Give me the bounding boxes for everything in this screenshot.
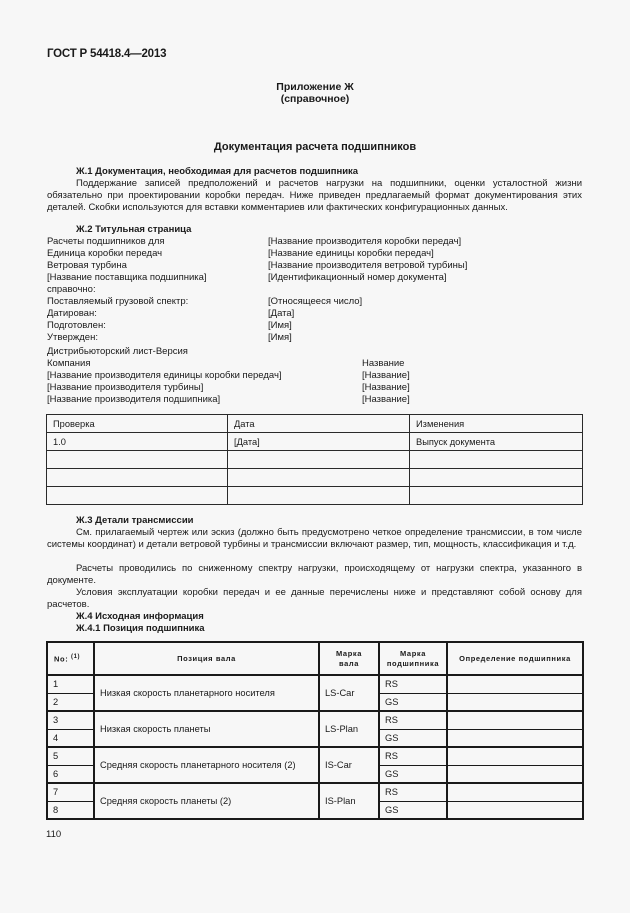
bearing-mark: RS [379, 675, 447, 693]
section-2-heading: Ж.2 Титульная страница [76, 224, 192, 235]
bearing-definition [447, 711, 583, 729]
distribution-company: [Название производителя подшипника] [47, 394, 221, 405]
title-row-value: [Идентификационный номер документа] [268, 272, 447, 283]
title-row-value: [Название единицы коробки передач] [268, 248, 434, 259]
section-3-heading: Ж.3 Детали трансмиссии [76, 515, 194, 526]
row-number: 4 [47, 729, 94, 747]
table-cell [228, 451, 410, 469]
title-row-value: [Относящееся число] [268, 296, 363, 307]
shaft-position: Низкая скорость планетарного носителя [94, 675, 319, 711]
distribution-company: [Название производителя турбины] [47, 382, 204, 393]
title-row-label: Ветровая турбина [47, 260, 127, 271]
table-cell [410, 469, 583, 487]
header-shaft-position: Позиция вала [94, 642, 319, 675]
bearing-position-table [46, 641, 584, 820]
shaft-position: Низкая скорость планеты [94, 711, 319, 747]
table-header-cell: Дата [228, 415, 410, 433]
bearing-mark: GS [379, 729, 447, 747]
document-title: Документация расчета подшипников [213, 141, 417, 153]
bearing-mark: GS [379, 801, 447, 819]
title-row-label: Единица коробки передач [47, 248, 163, 259]
row-number: 3 [47, 711, 94, 729]
bearing-mark: GS [379, 765, 447, 783]
bearing-definition [447, 675, 583, 693]
distribution-company: [Название производителя единицы коробки передач] [47, 370, 282, 381]
bearing-definition [447, 783, 583, 801]
shaft-mark: LS-Car [319, 675, 379, 711]
title-row-value: [Имя] [268, 320, 292, 331]
row-number: 1 [47, 675, 94, 693]
header-bearing-mark-line2: подшипника [386, 658, 440, 668]
table-cell [410, 451, 583, 469]
title-row-label: Расчеты подшипников для [47, 236, 165, 247]
section-3-paragraph [47, 527, 582, 551]
section-4-heading: Ж.4 Исходная информация [76, 611, 204, 622]
table-row [47, 433, 583, 451]
bearing-definition [447, 801, 583, 819]
section-1-text: Поддержание записей предположений и расчетов нагрузки на подшипники, оценки усталостной жизни обязательно при проектировании коробки передач. Ниже приведен предлагаемый формат документирования этих деталей. Скобки используются для вставки комментариев или фактических конфигурационных данных. [47, 178, 582, 214]
header-bearing-definition: Определение подшипника [447, 642, 583, 675]
row-number: 6 [47, 765, 94, 783]
table-row [47, 469, 583, 487]
section-3-paragraph [47, 587, 582, 611]
shaft-mark: LS-Plan [319, 711, 379, 747]
appendix-subtitle: (справочное) [280, 93, 350, 105]
footnote-ref: (1) [70, 654, 81, 661]
table-cell [47, 487, 228, 505]
section-3-paragraph [47, 563, 582, 587]
header-shaft-mark-line1: Марка [335, 648, 363, 658]
table-row [47, 747, 583, 765]
section-3-text: Расчеты проводились по сниженному спектру нагрузки, происходящему от нагрузки спектра, указанного в документе. [47, 563, 582, 587]
distribution-name: [Название] [362, 394, 410, 405]
table-cell: 1.0 [47, 433, 228, 451]
header-no [47, 642, 94, 675]
title-row-value: [Название производителя коробки передач] [268, 236, 462, 247]
table-header-row [47, 642, 583, 675]
row-number: 8 [47, 801, 94, 819]
bearing-definition [447, 747, 583, 765]
table-cell [47, 451, 228, 469]
table-cell: [Дата] [228, 433, 410, 451]
table-cell: Выпуск документа [410, 433, 583, 451]
header-shaft-mark [319, 642, 379, 675]
appendix-title: Приложение Ж [276, 81, 354, 93]
header-bearing-mark-line1: Марка [399, 648, 427, 658]
section-3-text: Условия эксплуатации коробки передач и ее данные перечислены ниже и представляют собой основу для расчетов. [47, 587, 582, 611]
distribution-title: Дистрибьюторский лист-Версия [47, 346, 188, 357]
bearing-mark: RS [379, 747, 447, 765]
title-row-value: [Название производителя ветровой турбины] [268, 260, 468, 271]
distribution-name: [Название] [362, 370, 410, 381]
table-header-cell: Проверка [47, 415, 228, 433]
table-row [47, 783, 583, 801]
distribution-col-company: Компания [47, 358, 91, 369]
title-row-value: [Дата] [268, 308, 295, 319]
bearing-definition [447, 693, 583, 711]
header-shaft-mark-line2: вала [338, 658, 360, 668]
section-3-text: См. прилагаемый чертеж или эскиз (должно быть предусмотрено четкое определение трансмиссии, в том числе системы координат) и детали ветровой турбины и трансмиссии включают размер, тип, мощность, классификация и т.д. [47, 527, 582, 551]
standard-code: ГОСТ Р 54418.4—2013 [47, 48, 167, 60]
row-number: 7 [47, 783, 94, 801]
shaft-mark: IS-Plan [319, 783, 379, 819]
row-number: 2 [47, 693, 94, 711]
section-4-1-heading: Ж.4.1 Позиция подшипника [76, 623, 205, 634]
distribution-name: [Название] [362, 382, 410, 393]
title-row-label: Датирован: [47, 308, 97, 319]
section-1-heading: Ж.1 Документация, необходимая для расчетов подшипника [76, 166, 359, 177]
title-row-label: Подготовлен: [47, 320, 106, 331]
row-number: 5 [47, 747, 94, 765]
table-row [47, 711, 583, 729]
header-bearing-mark [379, 642, 447, 675]
page-number: 110 [46, 829, 62, 840]
shaft-mark: IS-Car [319, 747, 379, 783]
title-row-value: [Имя] [268, 332, 292, 343]
bearing-mark: RS [379, 711, 447, 729]
title-row-label: Поставляемый грузовой спектр: [47, 296, 189, 307]
title-row-label: справочно: [47, 284, 96, 295]
table-cell [228, 487, 410, 505]
bearing-mark: RS [379, 783, 447, 801]
section-1-paragraph [47, 178, 582, 215]
table-cell [410, 487, 583, 505]
title-row-label: [Название поставщика подшипника] [47, 272, 207, 283]
title-row-label: Утвержден: [47, 332, 98, 343]
table-row [47, 487, 583, 505]
shaft-position: Средняя скорость планеты (2) [94, 783, 319, 819]
table-cell [228, 469, 410, 487]
revision-table [46, 414, 583, 505]
bearing-definition [447, 765, 583, 783]
distribution-col-name: Название [362, 358, 405, 369]
header-no-label: No: [54, 654, 69, 664]
table-cell [47, 469, 228, 487]
bearing-definition [447, 729, 583, 747]
table-row [47, 451, 583, 469]
table-header-row [47, 415, 583, 433]
table-row [47, 675, 583, 693]
bearing-mark: GS [379, 693, 447, 711]
table-header-cell: Изменения [410, 415, 583, 433]
shaft-position: Средняя скорость планетарного носителя (2) [94, 747, 319, 783]
